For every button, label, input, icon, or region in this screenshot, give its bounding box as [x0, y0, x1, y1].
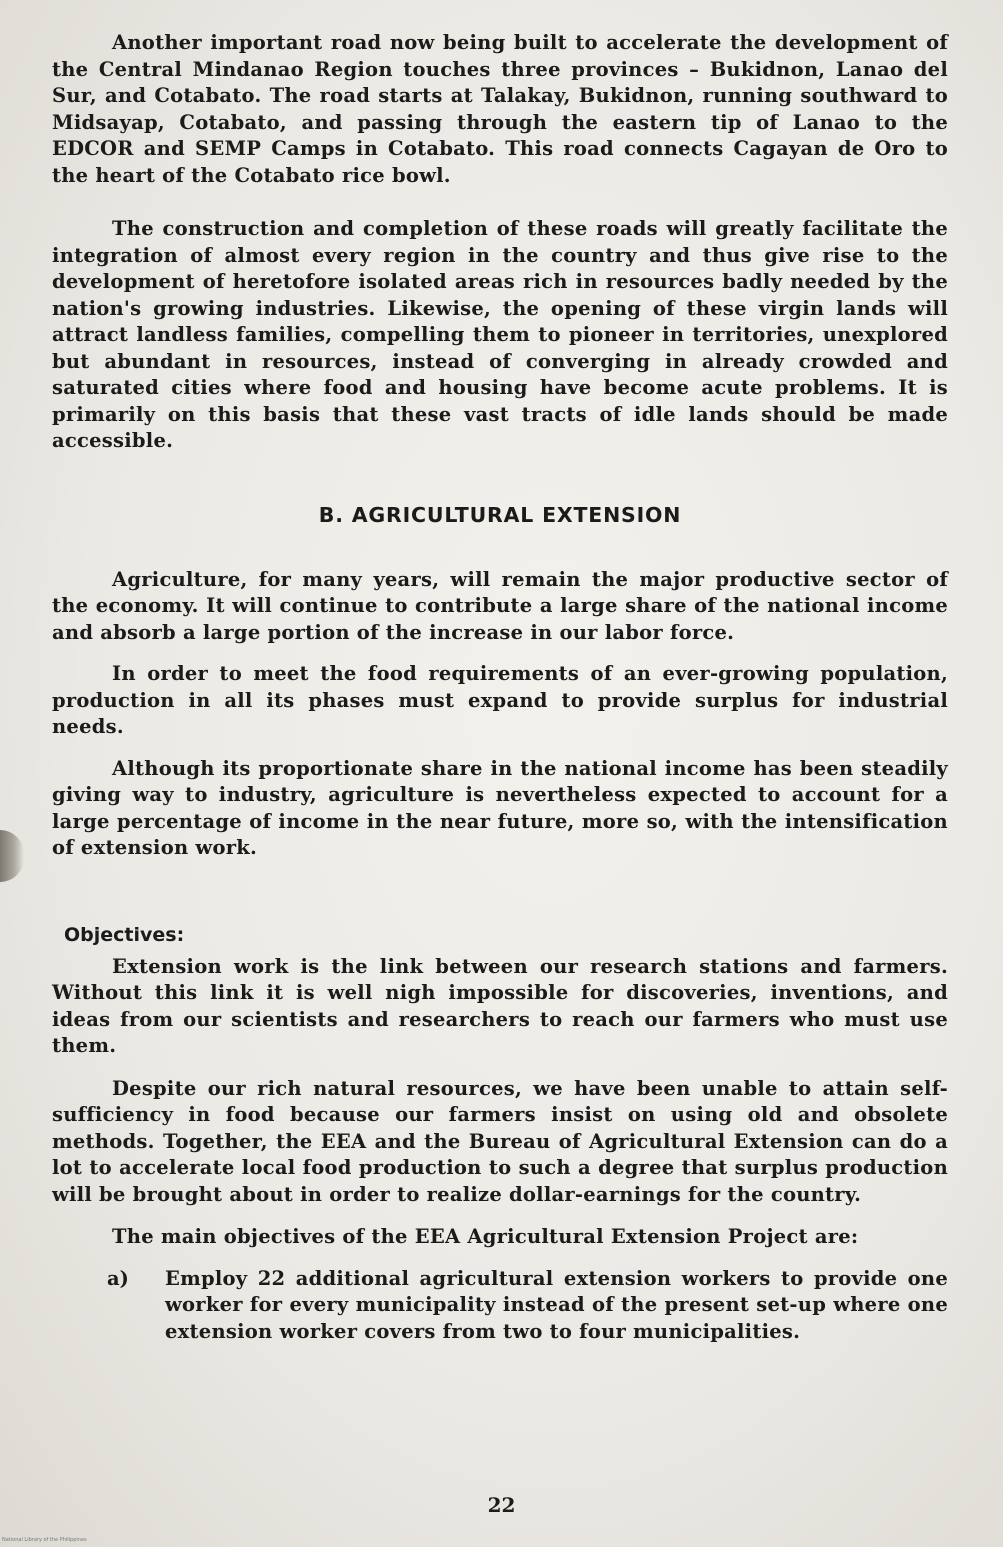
paragraph-road-central-mindanao: Another important road now being built to accelerate the development of the Central Mindanao Region touches three provinces – Bukidnon, Lanao del Sur, and Cotabato. The road starts at Talakay, Bukidnon, running southward to Midsayap, Cotabato, and passing through the eastern tip of Lanao to the EDCOR and SEMP Camps in Cotabato. This road connects Cagayan de Oro to the heart of the Cotabato rice bowl.	[52, 31, 948, 187]
list-marker: a)	[107, 1266, 129, 1290]
page-content	[52, 30, 948, 1345]
paragraph-proportionate-share: Although its proportionate share in the national income has been steadily giving way to industry, agriculture is nevertheless expected to account for a large percentage of income in the near future, more so, with the intensification of extension work.	[52, 756, 948, 859]
section-heading: B. AGRICULTURAL EXTENSION	[318, 502, 682, 527]
list-item	[52, 1266, 948, 1346]
paragraph-road-integration: The construction and completion of these roads will greatly facilitate the integration of almost every region in the country and thus give rise to the development of heretofore isolated areas rich in resources badly needed by the nation's growing industries. Likewise, the opening of these virgin lands will attract landless families, compelling them to pioneer in territories, unexplored but abundant in resources, instead of converging in already crowded and saturated cities where food and housing have become acute problems. It is primarily on this basis that these vast tracts of idle lands should be made accessible.	[52, 217, 948, 452]
paragraph-agriculture-sector: Agriculture, for many years, will remain the major productive sector of the economy. It will continue to contribute a large share of the national income and absorb a large portion of the increase in our labor force.	[52, 567, 948, 644]
list-item-text: Employ 22 additional agricultural extension workers to provide one worker for every municipality instead of the present set-up where one extension worker covers from two to four municipalities.	[165, 1266, 948, 1343]
footer-note: National Library of the Philippines	[2, 1537, 87, 1543]
paragraph-self-sufficiency: Despite our rich natural resources, we have been unable to attain self-sufficiency in food because our farmers insist on using old and obsolete methods. Together, the EEA and the Bureau of Agricultural Extension can do a lot to accelerate local food production to such a degree that surplus production will be brought about in order to realize dollar-earnings for the country.	[52, 1076, 948, 1206]
paragraph-main-objectives: The main objectives of the EEA Agricultural Extension Project are:	[112, 1225, 859, 1248]
paragraph-food-requirements: In order to meet the food requirements of an ever-growing population, production in all its phases must expand to provide surplus for industrial needs.	[52, 662, 948, 738]
objectives-heading: Objectives:	[64, 923, 185, 946]
page-number: 22	[487, 1493, 516, 1517]
paragraph-extension-link: Extension work is the link between our research stations and farmers. Without this link it is well nigh impossible for discoveries, inventions, and ideas from our scientists and researchers to reach our farmers who must use them.	[52, 954, 948, 1057]
binding-edge-mark	[0, 830, 24, 882]
